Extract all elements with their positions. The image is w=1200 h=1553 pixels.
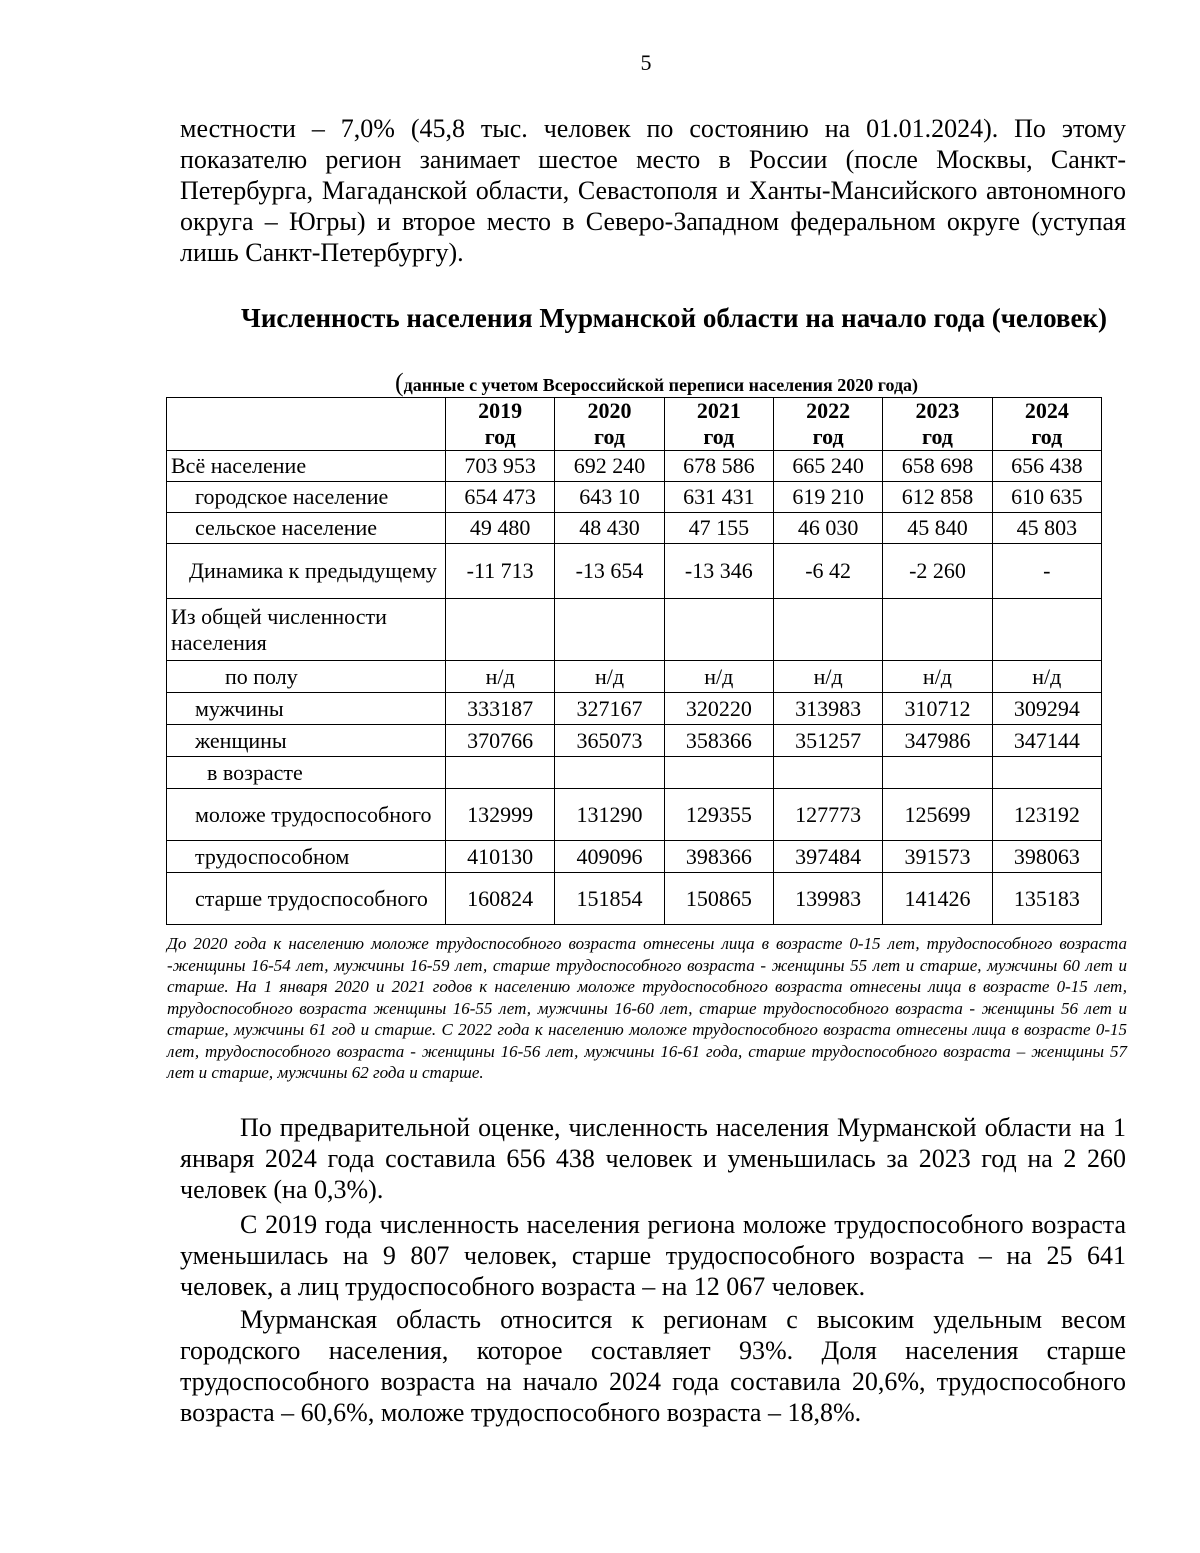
table-cell: н/д xyxy=(555,661,664,693)
intro-paragraph: местности – 7,0% (45,8 тыс. человек по состоянию на 01.01.2024). По этому показателю регион занимает шестое место в России (после Москвы, Санкт-Петербурга, Магаданской области, Севастополя и Ханты-Мансийского автономного округа – Югры) и второе место в Северо-Западном федеральном округе (уступая лишь Санкт-Петербургу). xyxy=(180,114,1126,267)
table-cell: -6 42 xyxy=(773,544,882,599)
row-label: Всё население xyxy=(167,451,446,482)
table-cell: 139983 xyxy=(773,873,882,925)
row-label: сельское население xyxy=(167,513,446,544)
table-cell xyxy=(664,599,773,661)
table-row xyxy=(167,725,1102,757)
table-cell xyxy=(555,757,664,789)
table-cell: 678 586 xyxy=(664,451,773,482)
table-cell: 135183 xyxy=(992,873,1101,925)
table-cell: 160824 xyxy=(446,873,555,925)
table-cell xyxy=(883,599,992,661)
row-label: по полу xyxy=(167,661,446,693)
table-cell: 309294 xyxy=(992,693,1101,725)
table-row xyxy=(167,841,1102,873)
table-cell: 347144 xyxy=(992,725,1101,757)
row-label: старше трудоспособного xyxy=(167,873,446,925)
table-cell: 45 803 xyxy=(992,513,1101,544)
table-cell: 327167 xyxy=(555,693,664,725)
table-cell: - xyxy=(992,544,1101,599)
header-label-cell xyxy=(167,398,446,451)
table-row xyxy=(167,513,1102,544)
paragraph-urban-share: Мурманская область относится к регионам с высоким удельным весом городского населения, которое составляет 93%. Доля населения старше трудоспособного возраста на начало 2024 года составила 20,6%, трудоспособного возраста – 60,6%, моложе трудоспособного возраста – 18,8%. xyxy=(180,1305,1126,1427)
table-footnote: До 2020 года к населению моложе трудоспособного возраста отнесены лица в возрасте 0-15 лет, трудоспособного возраста -женщины 16-54 лет, мужчины 16-59 лет, старше трудоспособного возраста - женщины 55 лет и старше, мужчины 60 лет и старше. На 1 января 2020 и 2021 годов к населению моложе трудоспособного возраста отнесены лица в возрасте 0-15 лет, трудоспособного возраста женщины 16-55 лет, мужчины 16-60 лет, старше трудоспособного возраста - женщины 56 лет и старше, мужчины 61 год и старше. С 2022 года к населению моложе трудоспособного возраста отнесены лица в возрасте 0-15 лет, трудоспособного возраста - женщины 16-56 лет, мужчины 16-61 года, старше трудоспособного возраста – женщины 57 лет и старше, мужчины 62 года и старше. xyxy=(167,934,1127,1082)
table-cell: 132999 xyxy=(446,789,555,841)
table-cell: 398063 xyxy=(992,841,1101,873)
table-cell: -13 654 xyxy=(555,544,664,599)
table-cell: 391573 xyxy=(883,841,992,873)
table-cell: 129355 xyxy=(664,789,773,841)
row-label: городское население xyxy=(167,482,446,513)
table-cell: 125699 xyxy=(883,789,992,841)
row-label: женщины xyxy=(167,725,446,757)
row-label: трудоспособном xyxy=(167,841,446,873)
table-row xyxy=(167,482,1102,513)
row-label: моложе трудоспособного xyxy=(167,789,446,841)
table-note-text: данные с учетом Всероссийской переписи населения 2020 года) xyxy=(403,375,919,395)
table-row xyxy=(167,544,1102,599)
header-year-2024: 2024 год xyxy=(992,398,1101,451)
table-note-paren: ( xyxy=(395,368,404,397)
row-label: в возрасте xyxy=(167,757,446,789)
table-row xyxy=(167,599,1102,661)
table-cell: 365073 xyxy=(555,725,664,757)
table-cell: 409096 xyxy=(555,841,664,873)
table-cell: 654 473 xyxy=(446,482,555,513)
table-cell xyxy=(992,757,1101,789)
paragraph-age-dynamics: С 2019 года численность населения региона моложе трудоспособного возраста уменьшилась на 9 807 человек, старше трудоспособного возраста – на 25 641 человек, а лиц трудоспособного возраста – на 12 067 человек. xyxy=(180,1210,1126,1301)
table-cell: 49 480 xyxy=(446,513,555,544)
page-number: 5 xyxy=(640,50,652,75)
table-cell: 692 240 xyxy=(555,451,664,482)
table-cell: 351257 xyxy=(773,725,882,757)
table-cell xyxy=(773,599,882,661)
table-cell: н/д xyxy=(883,661,992,693)
population-table xyxy=(166,397,1102,925)
table-cell: 310712 xyxy=(883,693,992,725)
table-cell: 151854 xyxy=(555,873,664,925)
paragraph-population-estimate: По предварительной оценке, численность населения Мурманской области на 1 января 2024 года составила 656 438 человек и уменьшилась за 2023 год на 2 260 человек (на 0,3%). xyxy=(180,1113,1126,1204)
table-cell: 131290 xyxy=(555,789,664,841)
table-row xyxy=(167,661,1102,693)
table-cell: 631 431 xyxy=(664,482,773,513)
table-cell xyxy=(883,757,992,789)
table-cell: 150865 xyxy=(664,873,773,925)
table-row xyxy=(167,451,1102,482)
table-cell: 370766 xyxy=(446,725,555,757)
table-title: Численность населения Мурманской области на начало года (человек) xyxy=(241,303,1108,333)
table-note xyxy=(395,368,918,398)
table-cell: 665 240 xyxy=(773,451,882,482)
table-cell: 123192 xyxy=(992,789,1101,841)
table-cell: 358366 xyxy=(664,725,773,757)
header-year-2021: 2021 год xyxy=(664,398,773,451)
table-cell: 398366 xyxy=(664,841,773,873)
table-cell: 48 430 xyxy=(555,513,664,544)
table-cell: 619 210 xyxy=(773,482,882,513)
row-label: Из общей численности населения xyxy=(167,599,446,661)
table-cell: 320220 xyxy=(664,693,773,725)
table-cell xyxy=(664,757,773,789)
table-cell: н/д xyxy=(664,661,773,693)
table-cell: н/д xyxy=(773,661,882,693)
table-cell: н/д xyxy=(446,661,555,693)
table-cell: 347986 xyxy=(883,725,992,757)
table-cell: 47 155 xyxy=(664,513,773,544)
header-year-2020: 2020 год xyxy=(555,398,664,451)
table-cell: 410130 xyxy=(446,841,555,873)
table-cell: 313983 xyxy=(773,693,882,725)
table-cell: 612 858 xyxy=(883,482,992,513)
table-cell: 658 698 xyxy=(883,451,992,482)
table-cell: 141426 xyxy=(883,873,992,925)
table-row xyxy=(167,789,1102,841)
table-cell: 656 438 xyxy=(992,451,1101,482)
table-cell: 127773 xyxy=(773,789,882,841)
table-cell: -2 260 xyxy=(883,544,992,599)
table-cell: 46 030 xyxy=(773,513,882,544)
table-cell: 703 953 xyxy=(446,451,555,482)
row-label: Динамика к предыдущему xyxy=(167,544,446,599)
table-cell: 45 840 xyxy=(883,513,992,544)
header-year-2022: 2022 год xyxy=(773,398,882,451)
table-row xyxy=(167,693,1102,725)
table-row xyxy=(167,757,1102,789)
header-year-2019: 2019 год xyxy=(446,398,555,451)
table-cell: 333187 xyxy=(446,693,555,725)
table-row xyxy=(167,873,1102,925)
table-cell: 610 635 xyxy=(992,482,1101,513)
row-label: мужчины xyxy=(167,693,446,725)
table-header-row xyxy=(167,398,1102,451)
table-cell xyxy=(992,599,1101,661)
header-year-2023: 2023 год xyxy=(883,398,992,451)
table-cell: н/д xyxy=(992,661,1101,693)
table-cell xyxy=(773,757,882,789)
table-cell xyxy=(446,599,555,661)
table-cell: 397484 xyxy=(773,841,882,873)
table-cell xyxy=(446,757,555,789)
table-cell: -13 346 xyxy=(664,544,773,599)
table-cell: 643 10 xyxy=(555,482,664,513)
table-cell xyxy=(555,599,664,661)
table-cell: -11 713 xyxy=(446,544,555,599)
